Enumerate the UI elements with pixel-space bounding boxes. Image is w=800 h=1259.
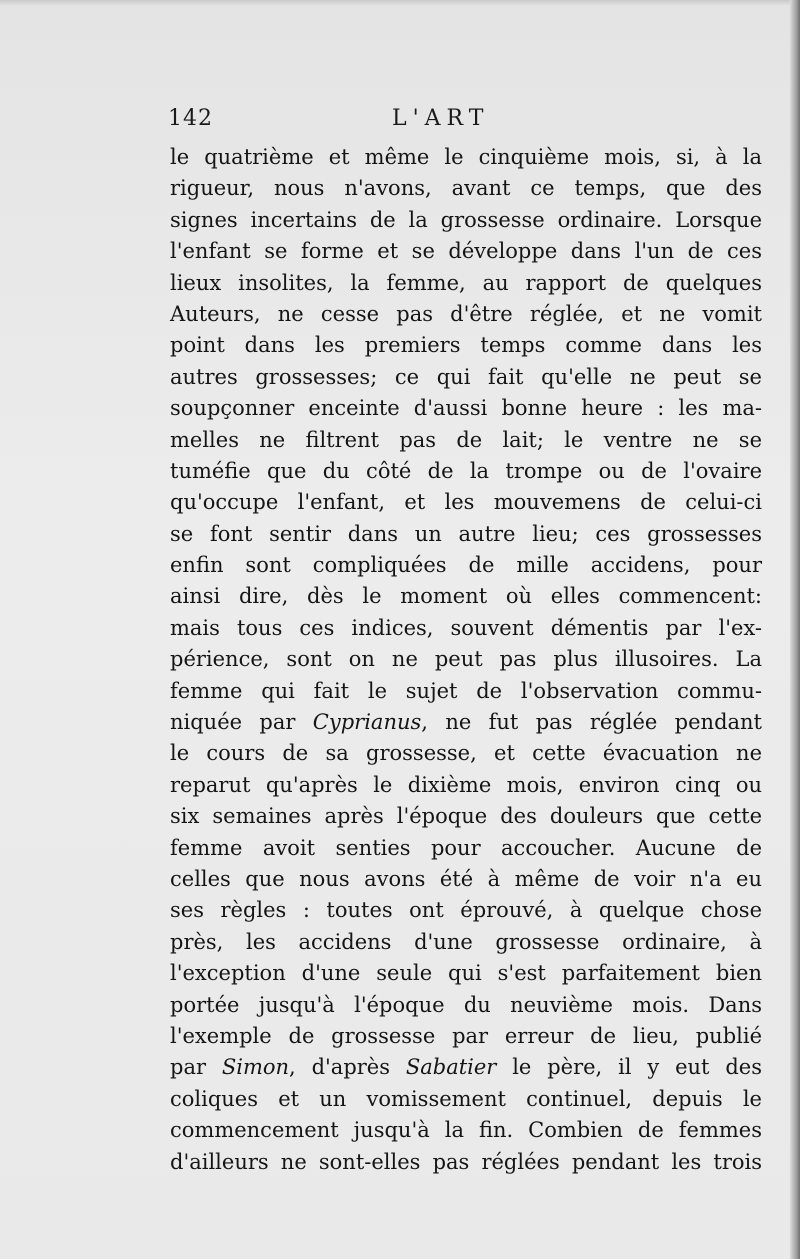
author-name-italic: Cyprianus xyxy=(312,710,422,735)
running-head: L'ART xyxy=(392,106,490,131)
text-line: l'enfant se forme et se développe dans l'un de ces xyxy=(170,239,762,264)
text-line: femme avoit senties pour accoucher. Aucune de xyxy=(170,835,762,860)
line-pre: niquée par xyxy=(170,710,313,735)
text-line: d'ailleurs ne sont-elles pas réglées pendant les trois xyxy=(170,1149,762,1174)
line-mid: , d'après xyxy=(289,1055,406,1080)
text-line: périence, sont on ne peut pas plus illusoires. La xyxy=(170,647,762,672)
text-line: melles ne filtrent pas de lait; le ventre ne se xyxy=(170,427,762,452)
text-line: lieux insolites, la femme, au rapport de quelques xyxy=(170,270,762,295)
text-line: se font sentir dans un autre lieu; ces grossesses xyxy=(170,521,762,546)
text-line: signes incertains de la grossesse ordinaire. Lorsque xyxy=(170,207,762,232)
body-text xyxy=(170,142,762,1178)
text-line: Auteurs, ne cesse pas d'être réglée, et ne vomit xyxy=(170,301,762,326)
line-pre: par xyxy=(170,1055,222,1080)
page-top-edge xyxy=(0,0,800,6)
text-line: coliques et un vomissement continuel, depuis le xyxy=(170,1086,762,1111)
line-post: le père, il y eut des xyxy=(496,1055,762,1080)
page-header xyxy=(168,100,756,140)
text-line: reparut qu'après le dixième mois, environ cinq ou xyxy=(170,772,762,797)
author-name-italic: Simon xyxy=(221,1055,290,1080)
text-line: ainsi dire, dès le moment où elles commencent: xyxy=(170,584,762,609)
text-line: point dans les premiers temps comme dans les xyxy=(170,333,762,358)
text-line: ses règles : toutes ont éprouvé, à quelque chose xyxy=(170,898,762,923)
text-line: soupçonner enceinte d'aussi bonne heure : les ma- xyxy=(170,396,762,421)
text-line: femme qui fait le sujet de l'observation commu- xyxy=(170,678,762,703)
text-line: celles que nous avons été à même de voir n'a eu xyxy=(170,866,762,891)
text-line: qu'occupe l'enfant, et les mouvemens de celui-ci xyxy=(170,490,762,515)
text-line: rigueur, nous n'avons, avant ce temps, que des xyxy=(170,176,762,201)
text-line: tuméfie que du côté de la trompe ou de l'ovaire xyxy=(170,458,762,483)
text-line: le quatrième et même le cinquième mois, si, à la xyxy=(170,145,762,169)
text-line-italic xyxy=(170,707,762,738)
text-line: portée jusqu'à l'époque du neuvième mois. Dans xyxy=(170,992,762,1017)
text-line: le cours de sa grossesse, et cette évacuation ne xyxy=(170,741,762,766)
text-line: près, les accidens d'une grossesse ordinaire, à xyxy=(170,929,762,954)
text-line: mais tous ces indices, souvent démentis par l'ex- xyxy=(170,615,762,640)
page-number: 142 xyxy=(168,106,213,131)
author-name-italic: Sabatier xyxy=(405,1055,497,1080)
line-post: , ne fut pas réglée pendant xyxy=(421,710,762,735)
text-line: commencement jusqu'à la fin. Combien de femmes xyxy=(170,1118,762,1143)
text-line: autres grossesses; ce qui fait qu'elle ne peut se xyxy=(170,364,762,389)
text-line: six semaines après l'époque des douleurs que cette xyxy=(170,804,762,829)
page-right-edge xyxy=(790,0,800,1259)
text-line: l'exemple de grossesse par erreur de lieu, publié xyxy=(170,1023,762,1048)
text-line: l'exception d'une seule qui s'est parfaitement bien xyxy=(170,961,762,986)
text-line-italic xyxy=(170,1052,762,1083)
text-line: enfin sont compliquées de mille accidens, pour xyxy=(170,553,762,578)
